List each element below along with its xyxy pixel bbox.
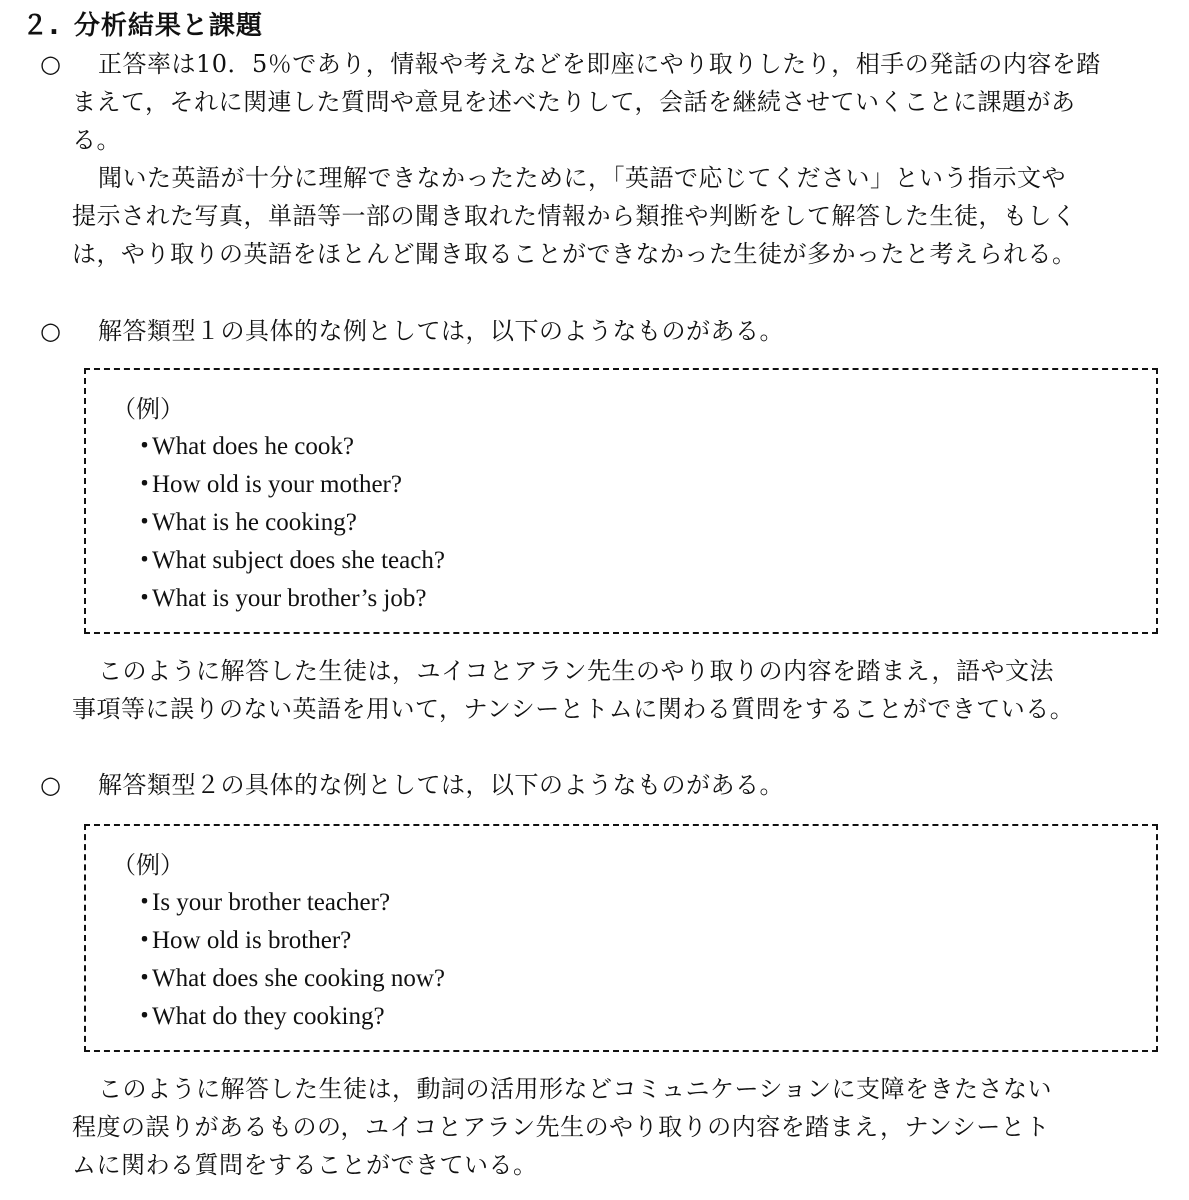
paragraph-line: 解答類型１の具体的な例としては，以下のようなものがある。 [98, 317, 784, 345]
section-heading [22, 6, 263, 46]
paragraph-line: このように解答した生徒は，ユイコとアラン先生のやり取りの内容を踏まえ，語や文法 [98, 657, 1054, 685]
bullet-marker: ○ [40, 771, 61, 799]
paragraph-line: ムに関わる質問をすることができている。 [72, 1151, 538, 1179]
bullet-dot: ・ [132, 433, 158, 460]
list-item [132, 542, 445, 580]
example-text: How old is your mother? [152, 471, 402, 498]
paragraph-line: る。 [72, 126, 121, 154]
example-text: What is your brother’s job? [152, 585, 427, 612]
example-list [132, 884, 445, 1036]
heading-title: 分析結果と課題 [73, 11, 263, 41]
paragraph-line: 程度の誤りがあるものの，ユイコとアラン先生のやり取りの内容を踏まえ，ナンシーとト [72, 1113, 1050, 1141]
example-text: What does she cooking now? [152, 965, 445, 992]
type2-intro [72, 766, 1172, 804]
bullet-dot: ・ [132, 547, 158, 574]
list-item [132, 922, 445, 960]
list-item [132, 580, 445, 618]
bullet-dot: ・ [132, 1003, 158, 1030]
list-item [132, 428, 445, 466]
paragraph-line: は，やり取りの英語をほとんど聞き取ることができなかった生徒が多かったと考えられる。 [72, 240, 1077, 268]
bullet-dot: ・ [132, 585, 158, 612]
paragraph-line: 聞いた英語が十分に理解できなかったために，「英語で応じてください」という指示文や [98, 164, 1066, 192]
bullet-dot: ・ [132, 471, 158, 498]
type1-intro [72, 312, 1172, 350]
bullet-dot: ・ [132, 965, 158, 992]
list-item [132, 998, 445, 1036]
example-label: （例） [112, 395, 184, 423]
paragraph-line: 正答率は10．5％であり，情報や考えなどを即座にやり取りしたり，相手の発話の内容を踏 [98, 50, 1101, 78]
paragraph-line: 提示された写真，単語等一部の聞き取れた情報から類推や判断をして解答した生徒，もしく [72, 202, 1077, 230]
paragraph-line: まえて，それに関連した質問や意見を述べたりして，会話を継続させていくことに課題があ [72, 88, 1076, 116]
heading-number: ２. [22, 11, 60, 41]
example-list [132, 428, 445, 618]
bullet-dot: ・ [132, 927, 158, 954]
example-box-type2 [84, 824, 1158, 1052]
example-text: How old is brother? [152, 927, 352, 954]
type1-comment [72, 652, 1172, 728]
type2-comment [72, 1070, 1172, 1184]
bullet-marker: ○ [40, 50, 61, 78]
bullet-dot: ・ [132, 509, 158, 536]
example-box-type1 [84, 368, 1158, 634]
example-text: What subject does she teach? [152, 547, 445, 574]
list-item [132, 884, 445, 922]
example-text: What is he cooking? [152, 509, 357, 536]
paragraph-line: 事項等に誤りのない英語を用いて，ナンシーとトムに関わる質問をすることができている。 [72, 695, 1075, 723]
analysis-paragraph [72, 45, 1172, 273]
example-text: What do they cooking? [152, 1003, 385, 1030]
example-text: What does he cook? [152, 433, 355, 460]
example-text: Is your brother teacher? [152, 889, 391, 916]
paragraph-line: 解答類型２の具体的な例としては，以下のようなものがある。 [98, 771, 784, 799]
list-item [132, 504, 445, 542]
paragraph-line: このように解答した生徒は，動詞の活用形などコミュニケーションに支障をきたさない [98, 1075, 1053, 1103]
bullet-marker: ○ [40, 317, 61, 345]
list-item [132, 466, 445, 504]
example-label: （例） [112, 851, 184, 879]
bullet-dot: ・ [132, 889, 158, 916]
list-item [132, 960, 445, 998]
